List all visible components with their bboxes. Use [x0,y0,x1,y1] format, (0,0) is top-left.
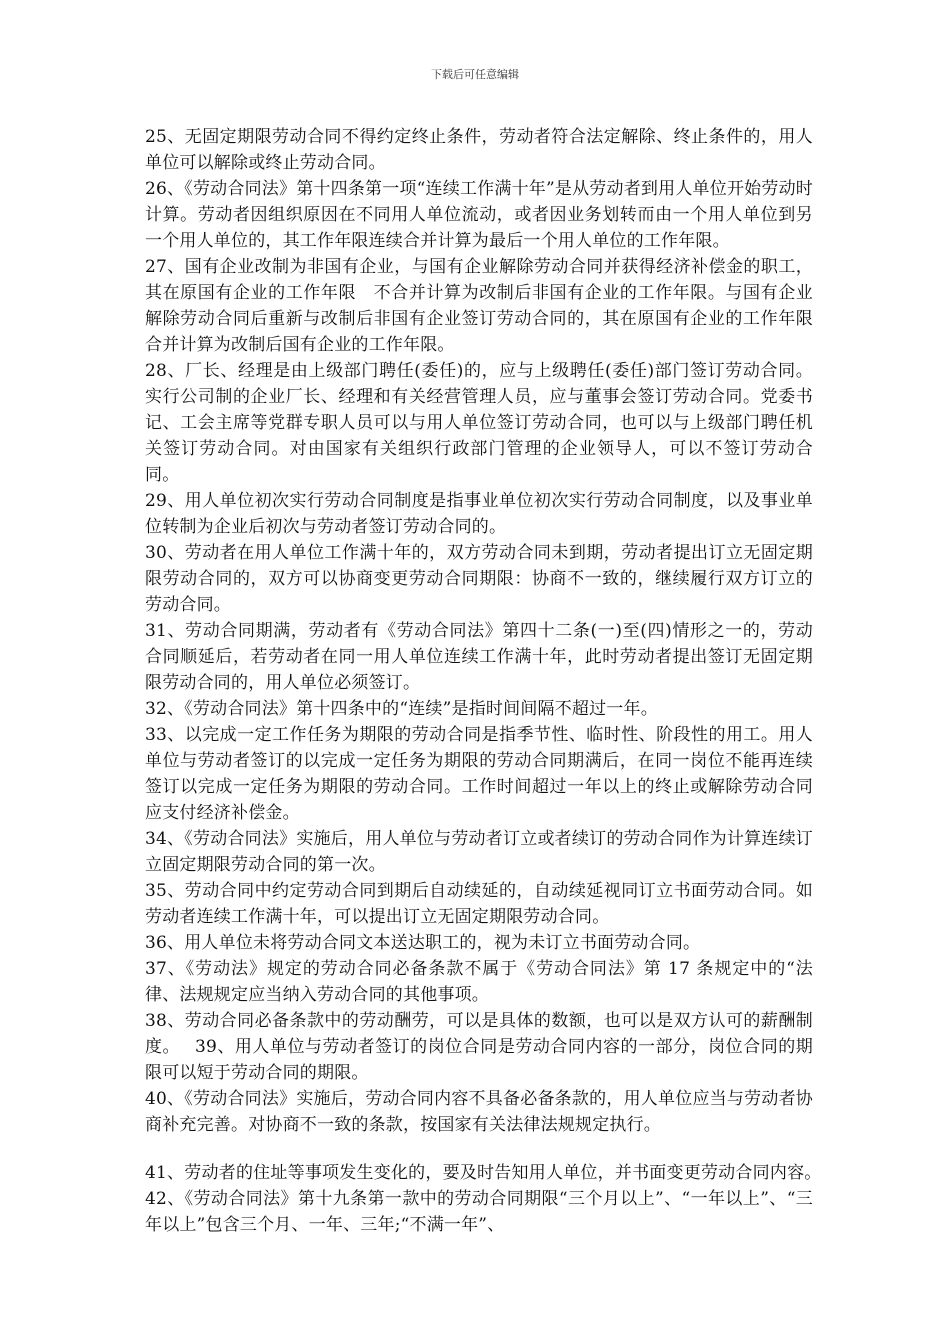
document-body [145,124,831,1238]
paragraph-27: 27、国有企业改制为非国有企业，与国有企业解除劳动合同并获得经济补偿金的职工，其在原国有企业的工作年限 不合并计算为改制后非国有企业的工作年限。与国有企业解除劳动合同后重新与改制后非国有企业签订劳动合同的，其在原国有企业的工作年限合并计算为改制后国有企业的工作年限。 [145,257,813,355]
paragraph-31: 31、劳动合同期满，劳动者有《劳动合同法》第四十二条(一)至(四)情形之一的，劳动合同顺延后，若劳动者在同一用人单位连续工作满十年，此时劳动者提出签订无固定期限劳动合同的，用人单位必须签订。 [145,621,813,693]
paragraph-40: 40、《劳动合同法》实施后，劳动合同内容不具备必备条款的，用人单位应当与劳动者协商补充完善。对协商不一致的条款，按国家有关法律法规规定执行。 [145,1089,813,1135]
page-header: 下载后可任意编辑 [431,68,519,81]
paragraph-33: 33、以完成一定工作任务为期限的劳动合同是指季节性、临时性、阶段性的用工。用人单位与劳动者签订的以完成一定任务为期限的劳动合同期满后，在同一岗位不能再连续签订以完成一定任务为期限的劳动合同。工作时间超过一年以上的终止或解除劳动合同应支付经济补偿金。 [145,725,813,823]
paragraph-26: 26、《劳动合同法》第十四条第一项“连续工作满十年”是从劳动者到用人单位开始劳动时计算。劳动者因组织原因在不同用人单位流动，或者因业务划转而由一个用人单位到另一个用人单位的，其工作年限连续合并计算为最后一个用人单位的工作年限。 [145,179,813,251]
paragraph-34: 34、《劳动合同法》实施后，用人单位与劳动者订立或者续订的劳动合同作为计算连续订立固定期限劳动合同的第一次。 [145,829,813,875]
paragraph-37: 37、《劳动法》规定的劳动合同必备条款不属于《劳动合同法》第 17 条规定中的“法律、法规规定应当纳入劳动合同的其他事项。 [145,959,813,1005]
paragraph-41: 41、劳动者的住址等事项发生变化的，要及时告知用人单位，并书面变更劳动合同内容。 42、《劳动合同法》第十九条第一款中的劳动合同期限“三个月以上”、“一年以上”、“三年以上”包含三个月、一年、三年;“不满一年”、 [145,1163,831,1235]
paragraph-32: 32、《劳动合同法》第十四条中的“连续”是指时间间隔不超过一年。 [145,699,658,719]
paragraph-gap [145,1138,813,1160]
paragraph-38: 38、劳动合同必备条款中的劳动酬劳，可以是具体的数额，也可以是双方认可的薪酬制度。 39、用人单位与劳动者签订的岗位合同是劳动合同内容的一部分，岗位合同的期限可以短于劳动合同的期限。 [145,1011,813,1083]
paragraph-30: 30、劳动者在用人单位工作满十年的，双方劳动合同未到期，劳动者提出订立无固定期限劳动合同的，双方可以协商变更劳动合同期限：协商不一致的，继续履行双方订立的劳动合同。 [145,543,813,615]
paragraph-35: 35、劳动合同中约定劳动合同到期后自动续延的，自动续延视同订立书面劳动合同。如劳动者连续工作满十年，可以提出订立无固定期限劳动合同。 [145,881,813,927]
paragraph-36: 36、用人单位未将劳动合同文本送达职工的，视为未订立书面劳动合同。 [145,933,701,953]
paragraph-29: 29、用人单位初次实行劳动合同制度是指事业单位初次实行劳动合同制度，以及事业单位转制为企业后初次与劳动者签订劳动合同的。 [145,491,813,537]
paragraph-28: 28、厂长、经理是由上级部门聘任(委任)的，应与上级聘任(委任)部门签订劳动合同。实行公司制的企业厂长、经理和有关经营管理人员，应与董事会签订劳动合同。党委书记、工会主席等党群专职人员可以与用人单位签订劳动合同，也可以与上级部门聘任机关签订劳动合同。对由国家有关组织行政部门管理的企业领导人，可以不签订劳动合同。 [145,361,813,485]
paragraph-25: 25、无固定期限劳动合同不得约定终止条件，劳动者符合法定解除、终止条件的，用人单位可以解除或终止劳动合同。 [145,127,813,173]
